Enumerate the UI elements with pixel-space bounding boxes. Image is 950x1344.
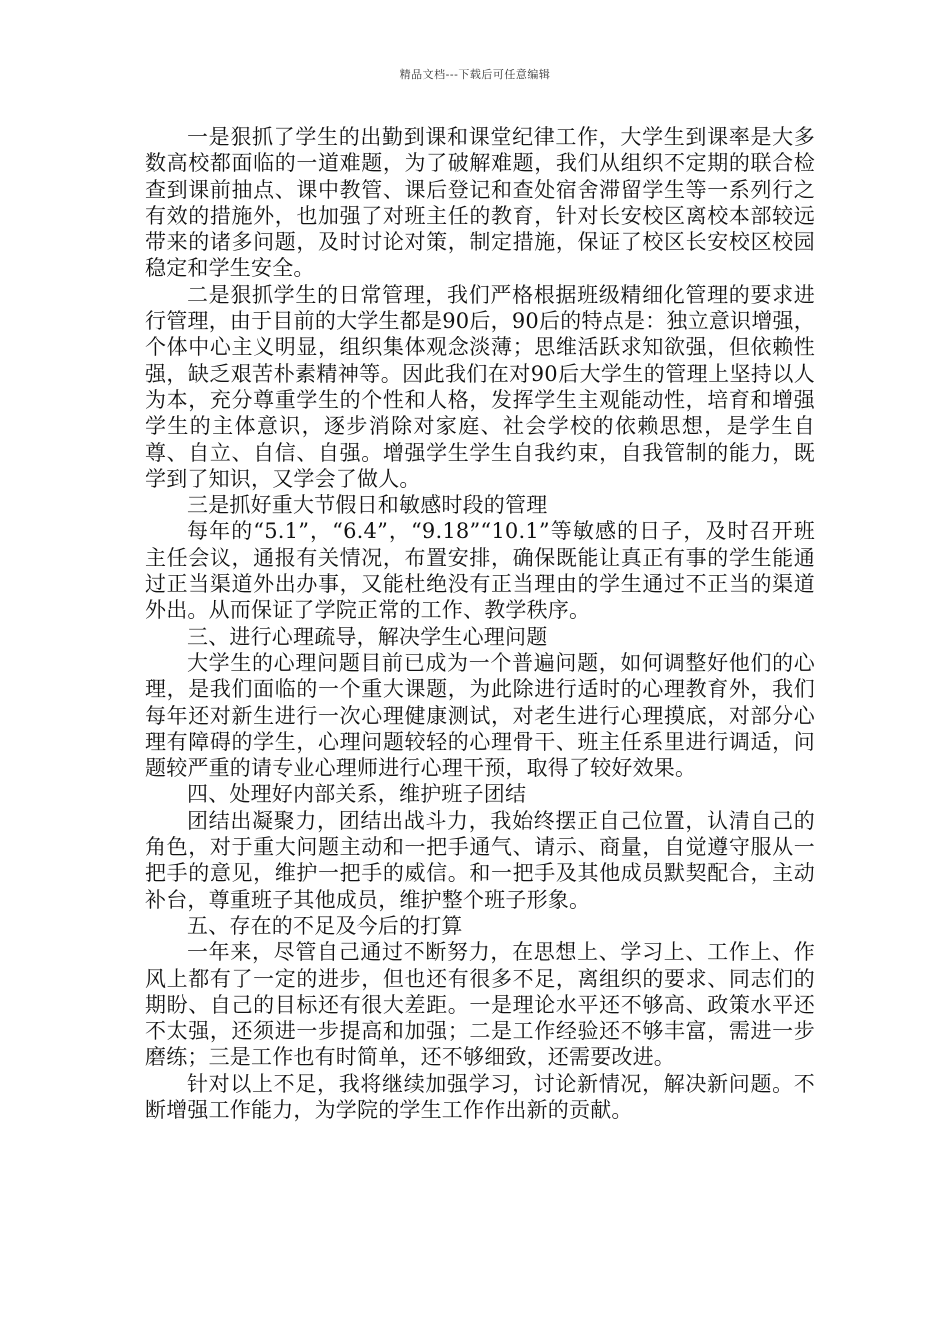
document-body (145, 124, 815, 1123)
paragraph-sensitive-dates: 每年的“5.1”，“6.4”，“9.18”“10.1”等敏感的日子，及时召开班主任会议，通报有关情况，布置安排，确保既能让真正有事的学生能通过正当渠道外出办事，又能杜绝没有正当理由的学生通过不正当的渠道外出。从而保证了学院正常的工作、教学秩序。 (145, 519, 815, 623)
paragraph-shortcomings: 一年来，尽管自己通过不断努力，在思想上、学习上、工作上、作风上都有了一定的进步，但也还有很多不足，离组织的要求、同志们的期盼、自己的目标还有很大差距。一是理论水平还不够高、政策水平还不太强，还须进一步提高和加强；二是工作经验还不够丰富，需进一步磨练；三是工作也有时简单，还不够细致，还需要改进。 (145, 940, 815, 1070)
paragraph-daily-management: 二是狠抓学生的日常管理，我们严格根据班级精细化管理的要求进行管理，由于目前的大学生都是90后，90后的特点是：独立意识增强，个体中心主义明显，组织集体观念淡薄；思维活跃求知欲强，但依赖性强，缺乏艰苦朴素精神等。因此我们在对90后大学生的管理上坚持以人为本，充分尊重学生的个性和人格，发挥学生主观能动性，培育和增强学生的主体意识，逐步消除对家庭、社会学校的依赖思想，是学生自尊、自立、自信、自强。增强学生学生自我约束，自我管制的能力，既学到了知识，又学会了做人。 (145, 282, 815, 491)
heading-holiday-management: 三是抓好重大节假日和敏感时段的管理 (187, 493, 548, 518)
heading-shortcomings: 五、存在的不足及今后的打算 (187, 913, 463, 938)
paragraph-attendance: 一是狠抓了学生的出勤到课和课堂纪律工作，大学生到课率是大多数高校都面临的一道难题，为了破解难题，我们从组织不定期的联合检查到课前抽点、课中教管、课后登记和查处宿舍滞留学生等一系列行之有效的措施外，也加强了对班主任的教育，针对长安校区离校本部较远带来的诸多问题，及时讨论对策，制定措施，保证了校区长安校区校园稳定和学生安全。 (145, 125, 815, 281)
paragraph-psychological-counseling: 大学生的心理问题目前已成为一个普遍问题，如何调整好他们的心理，是我们面临的一个重大课题，为此除进行适时的心理教育外，我们每年还对新生进行一次心理健康测试，对老生进行心理摸底，对部分心理有障碍的学生，心理问题较轻的心理骨干、班主任系里进行调适，问题较严重的请专业心理师进行心理干预，取得了较好效果。 (145, 650, 815, 781)
paragraph-team-unity: 团结出凝聚力，团结出战斗力，我始终摆正自己位置，认清自己的角色，对于重大问题主动和一把手通气、请示、商量，自觉遵守服从一把手的意见，维护一把手的威信。和一把手及其他成员默契配合，主动补台，尊重班子其他成员，维护整个班子形象。 (145, 808, 815, 912)
page-header: 精品文档---下载后可任意编辑 (399, 68, 551, 81)
paragraph-conclusion: 针对以上不足，我将继续加强学习，讨论新情况，解决新问题。不断增强工作能力，为学院的学生工作作出新的贡献。 (145, 1071, 815, 1122)
heading-team-unity: 四、处理好内部关系，维护班子团结 (187, 782, 527, 807)
heading-psychological-counseling: 三、进行心理疏导，解决学生心理问题 (187, 624, 548, 649)
